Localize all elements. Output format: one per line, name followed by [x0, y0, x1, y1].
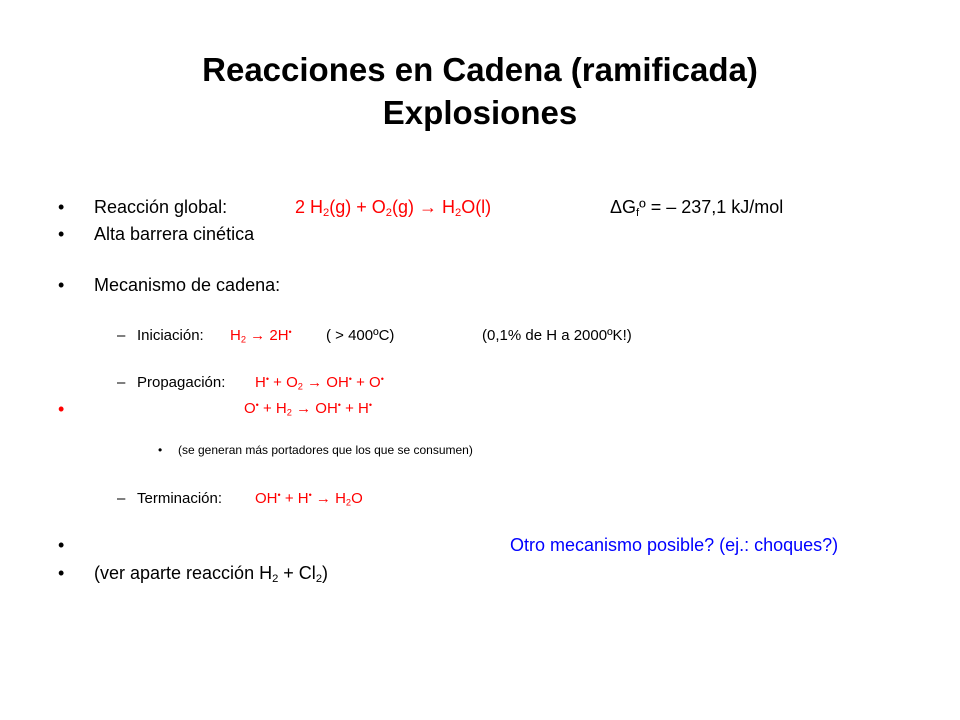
- gibbs-energy: $\Delta G_fº$ = – 237,1 kJ/mol: [610, 197, 784, 219]
- title-line-2: Explosiones: [382, 94, 578, 131]
- title-line-1: Reacciones en Cadena (ramificada): [202, 51, 758, 88]
- bullet-marker: •: [58, 563, 65, 583]
- dash-marker: –: [117, 327, 126, 344]
- bullet-marker: •: [58, 224, 65, 244]
- initiation-note: (0,1% de H a 2000ºK!): [482, 327, 632, 344]
- termination-line: [137, 490, 222, 507]
- propagation-equation-2: $O^• + H_2 \to OH^• + H^•$: [244, 400, 373, 418]
- termination-label: Terminación:: [137, 490, 223, 507]
- other-mechanism-question: Otro mecanismo posible? (ej.: choques?): [510, 535, 839, 555]
- termination-equation: $OH^• + H^• \to H_2O$: [255, 490, 363, 508]
- propagation-line: [137, 374, 225, 391]
- initiation-condition: ( > 400ºC): [326, 327, 395, 344]
- bullet-marker: •: [58, 535, 65, 555]
- initiation-label: Iniciación:: [137, 327, 204, 344]
- slide-subtitle: [0, 93, 960, 133]
- global-equation: 2 $H_2(g) + O_2(g) \to H_2O(l)$: [295, 197, 492, 219]
- bullet-marker: •: [58, 399, 65, 419]
- global-label: Reacción global:: [94, 197, 228, 217]
- initiation-equation: $H_2 \to 2H^•$: [230, 327, 292, 345]
- bullet-marker: •: [58, 197, 65, 217]
- barrier-line: Alta barrera cinética: [94, 224, 255, 244]
- see-h2-cl2-reaction: (ver aparte reacción $H_2 + Cl_2$): [94, 563, 329, 585]
- bullet-marker: •: [58, 275, 65, 295]
- dash-marker: –: [117, 490, 126, 507]
- propagation-label: Propagación:: [137, 374, 226, 391]
- carriers-note: (se generan más portadores que los que se consumen): [178, 443, 473, 457]
- mechanism-line: Mecanismo de cadena:: [94, 275, 281, 295]
- propagation-equation-1: $H^• + O_2 \to OH^• + O^•$: [255, 374, 384, 392]
- global-reaction-line: [94, 197, 227, 218]
- initiation-line: [137, 327, 204, 344]
- slide-title: [0, 50, 960, 90]
- bullet-marker: •: [158, 443, 163, 457]
- dash-marker: –: [117, 374, 126, 391]
